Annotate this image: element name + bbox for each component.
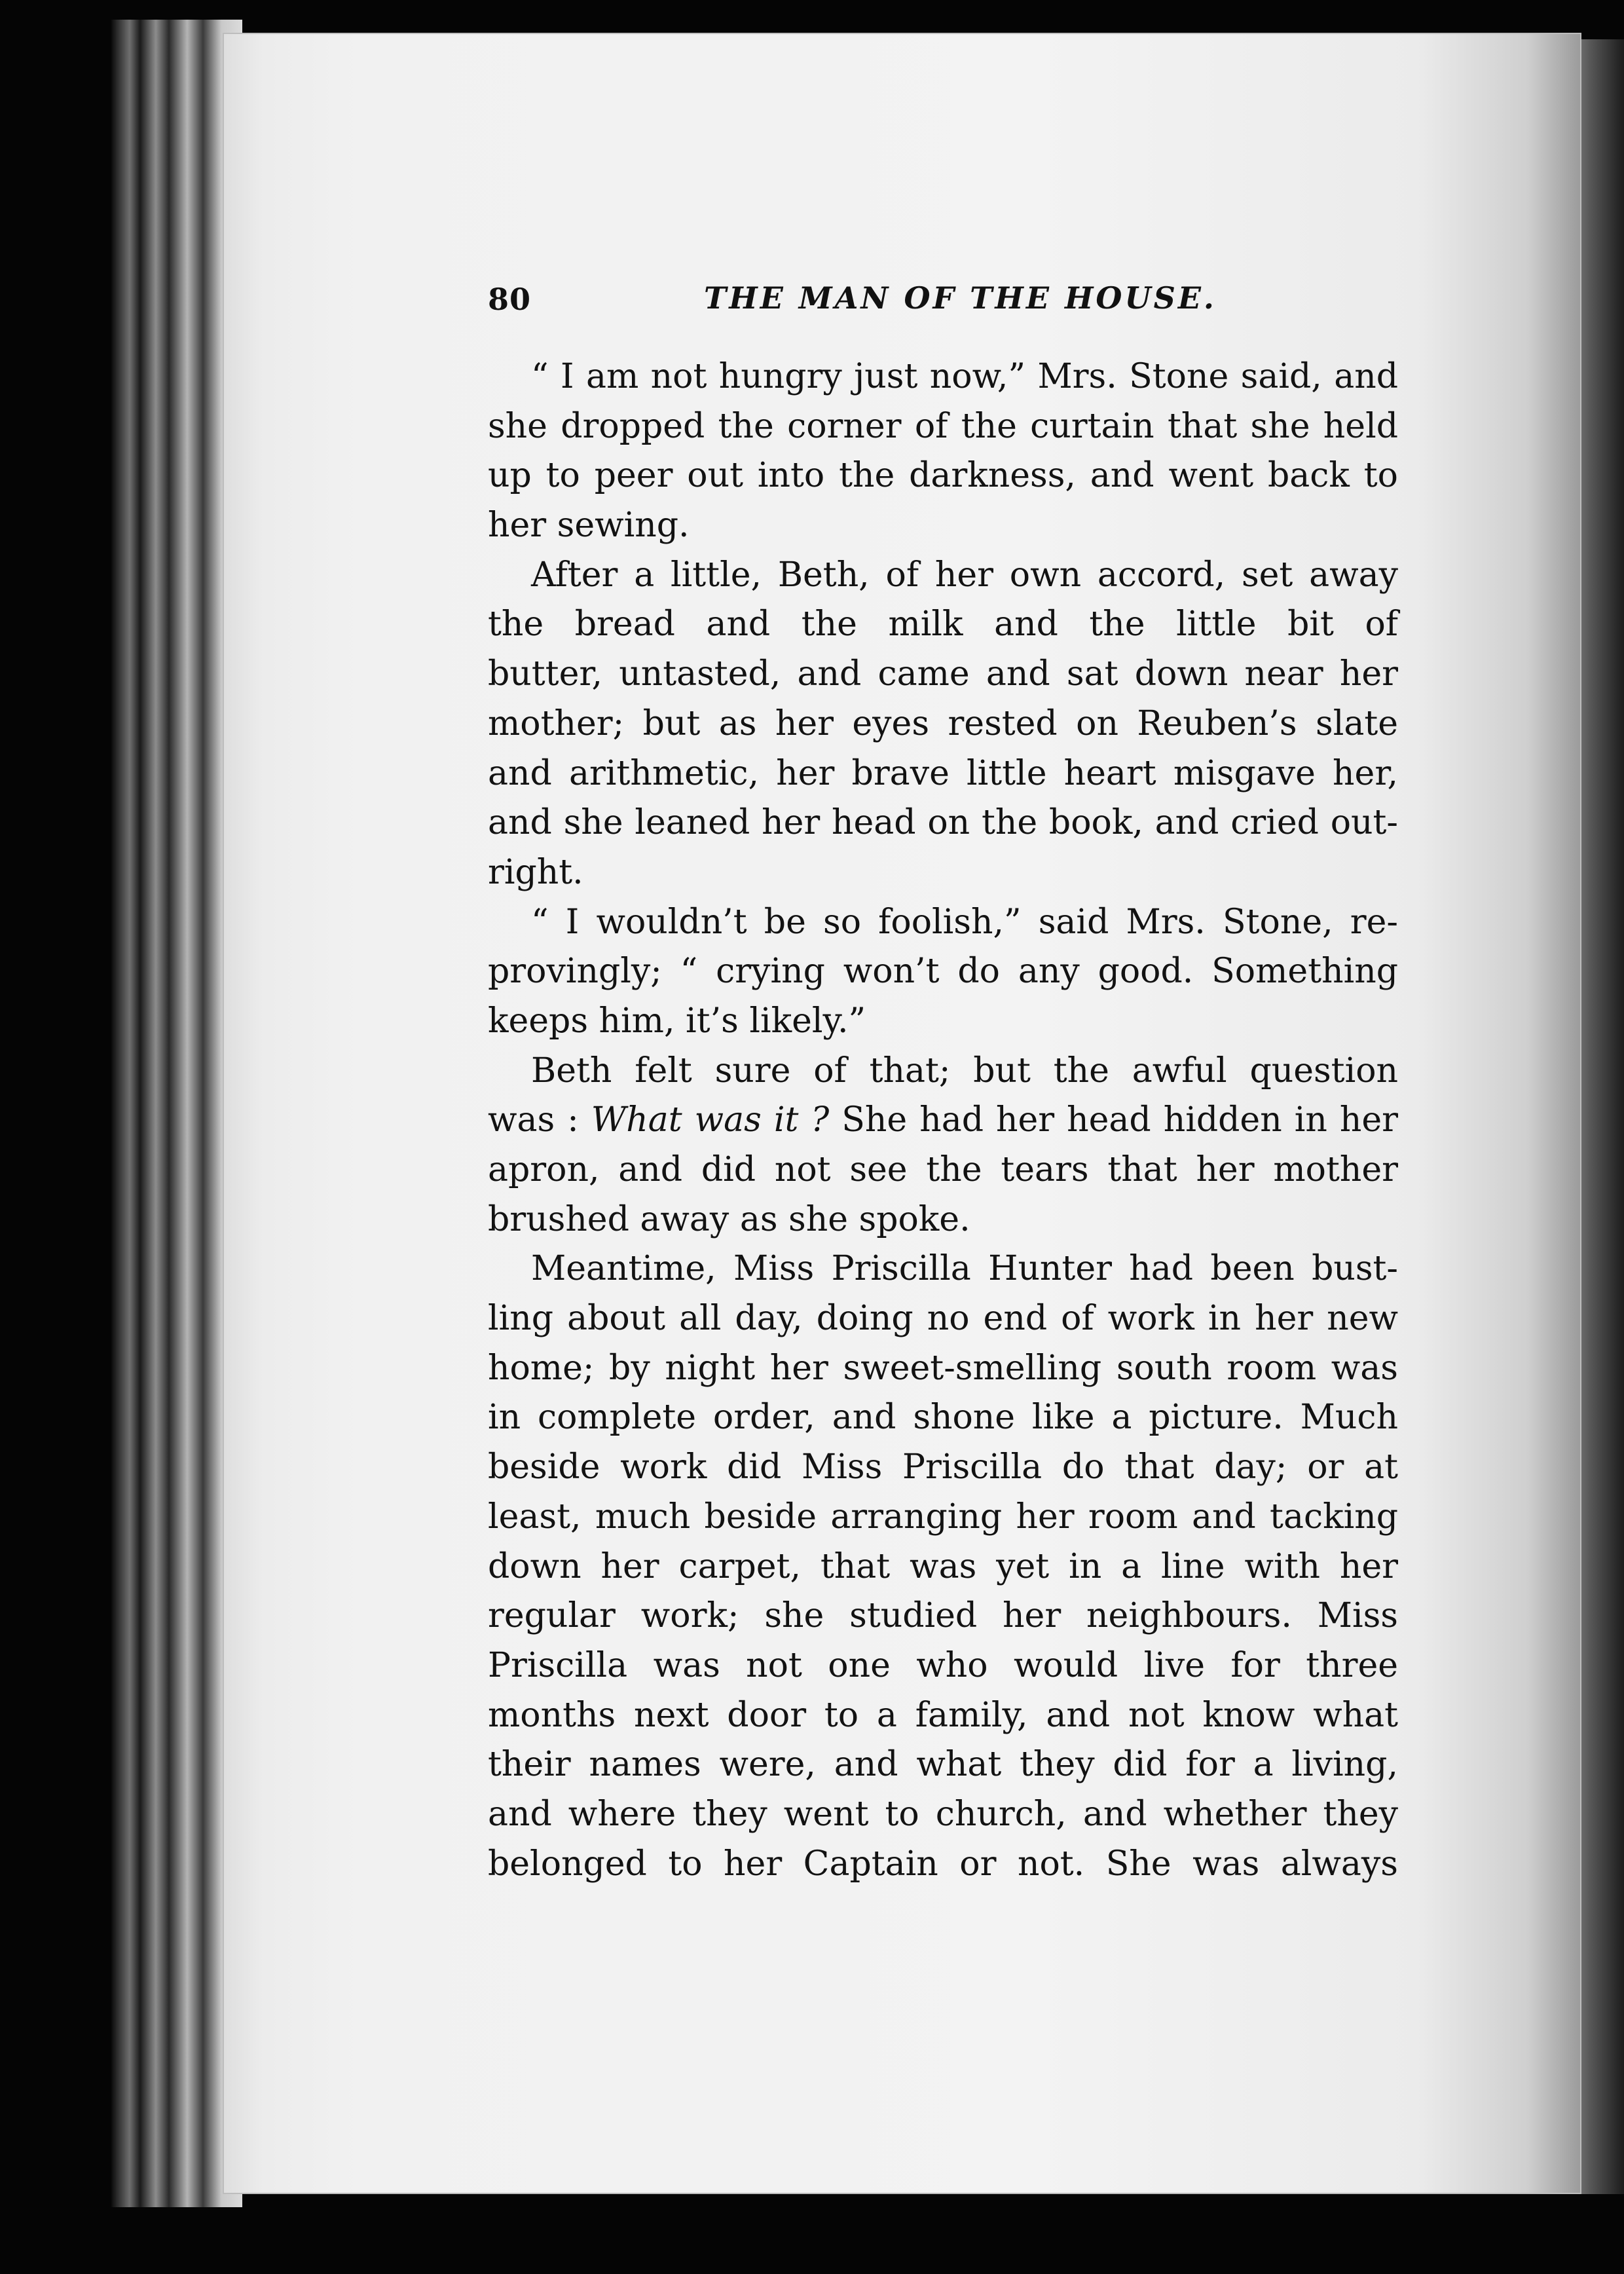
text-line: keeps him, it’s likely.” bbox=[488, 1001, 866, 1041]
text-line: and she leaned her head on the book, and cried out- bbox=[488, 803, 1398, 843]
text-line: months next door to a family, and not know what bbox=[488, 1695, 1398, 1735]
text-line: apron, and did not see the tears that her mother bbox=[488, 1150, 1398, 1189]
text-line: home; by night her sweet-smelling south room was bbox=[488, 1348, 1398, 1388]
text-line: “ I am not hungry just now,” Mrs. Stone said, and bbox=[531, 357, 1398, 396]
running-title: THE MAN OF THE HOUSE. bbox=[704, 280, 1217, 316]
text-segment: She had her head hidden in her bbox=[829, 1100, 1398, 1140]
text-line: she dropped the corner of the curtain that she held bbox=[488, 406, 1398, 446]
text-line: provingly; “ crying won’t do any good. Something bbox=[488, 952, 1398, 992]
text-line: least, much beside arranging her room and tacking bbox=[488, 1497, 1398, 1537]
text-line: right. bbox=[488, 852, 583, 892]
running-head bbox=[488, 275, 1398, 327]
text-segment: was : bbox=[488, 1100, 591, 1140]
text-line: beside work did Miss Priscilla do that day; or at bbox=[488, 1447, 1398, 1487]
italic-segment: What was it ? bbox=[591, 1100, 830, 1140]
text-line: After a little, Beth, of her own accord, set away bbox=[531, 555, 1398, 595]
text-line: butter, untasted, and came and sat down near her bbox=[488, 654, 1398, 694]
body-text bbox=[488, 352, 1398, 1889]
text-line: Priscilla was not one who would live for three bbox=[488, 1645, 1398, 1685]
text-line: and arithmetic, her brave little heart misgave her, bbox=[488, 753, 1398, 793]
text-line: and where they went to church, and whether they bbox=[488, 1794, 1398, 1834]
text-line: “ I wouldn’t be so foolish,” said Mrs. Stone, re- bbox=[531, 902, 1398, 942]
text-line: belonged to her Captain or not. She was always bbox=[488, 1844, 1398, 1884]
text-line bbox=[488, 1096, 1398, 1146]
text-line: regular work; she studied her neighbours. Miss bbox=[488, 1596, 1398, 1636]
text-line: brushed away as she spoke. bbox=[488, 1199, 970, 1239]
text-line: the bread and the milk and the little bit of bbox=[488, 605, 1398, 644]
text-line: Meantime, Miss Priscilla Hunter had been bust- bbox=[531, 1249, 1398, 1289]
text-line: Beth felt sure of that; but the awful question bbox=[531, 1051, 1398, 1090]
text-line: up to peer out into the darkness, and went back to bbox=[488, 456, 1398, 496]
page-number: 80 bbox=[488, 282, 532, 317]
text-line: her sewing. bbox=[488, 506, 690, 546]
text-line: ling about all day, doing no end of work in her new bbox=[488, 1299, 1398, 1339]
text-line: down her carpet, that was yet in a line with her bbox=[488, 1546, 1398, 1586]
text-line: in complete order, and shone like a picture. Much bbox=[488, 1398, 1398, 1438]
text-line: mother; but as her eyes rested on Reuben’s slate bbox=[488, 703, 1398, 743]
text-line: their names were, and what they did for a living, bbox=[488, 1745, 1398, 1785]
